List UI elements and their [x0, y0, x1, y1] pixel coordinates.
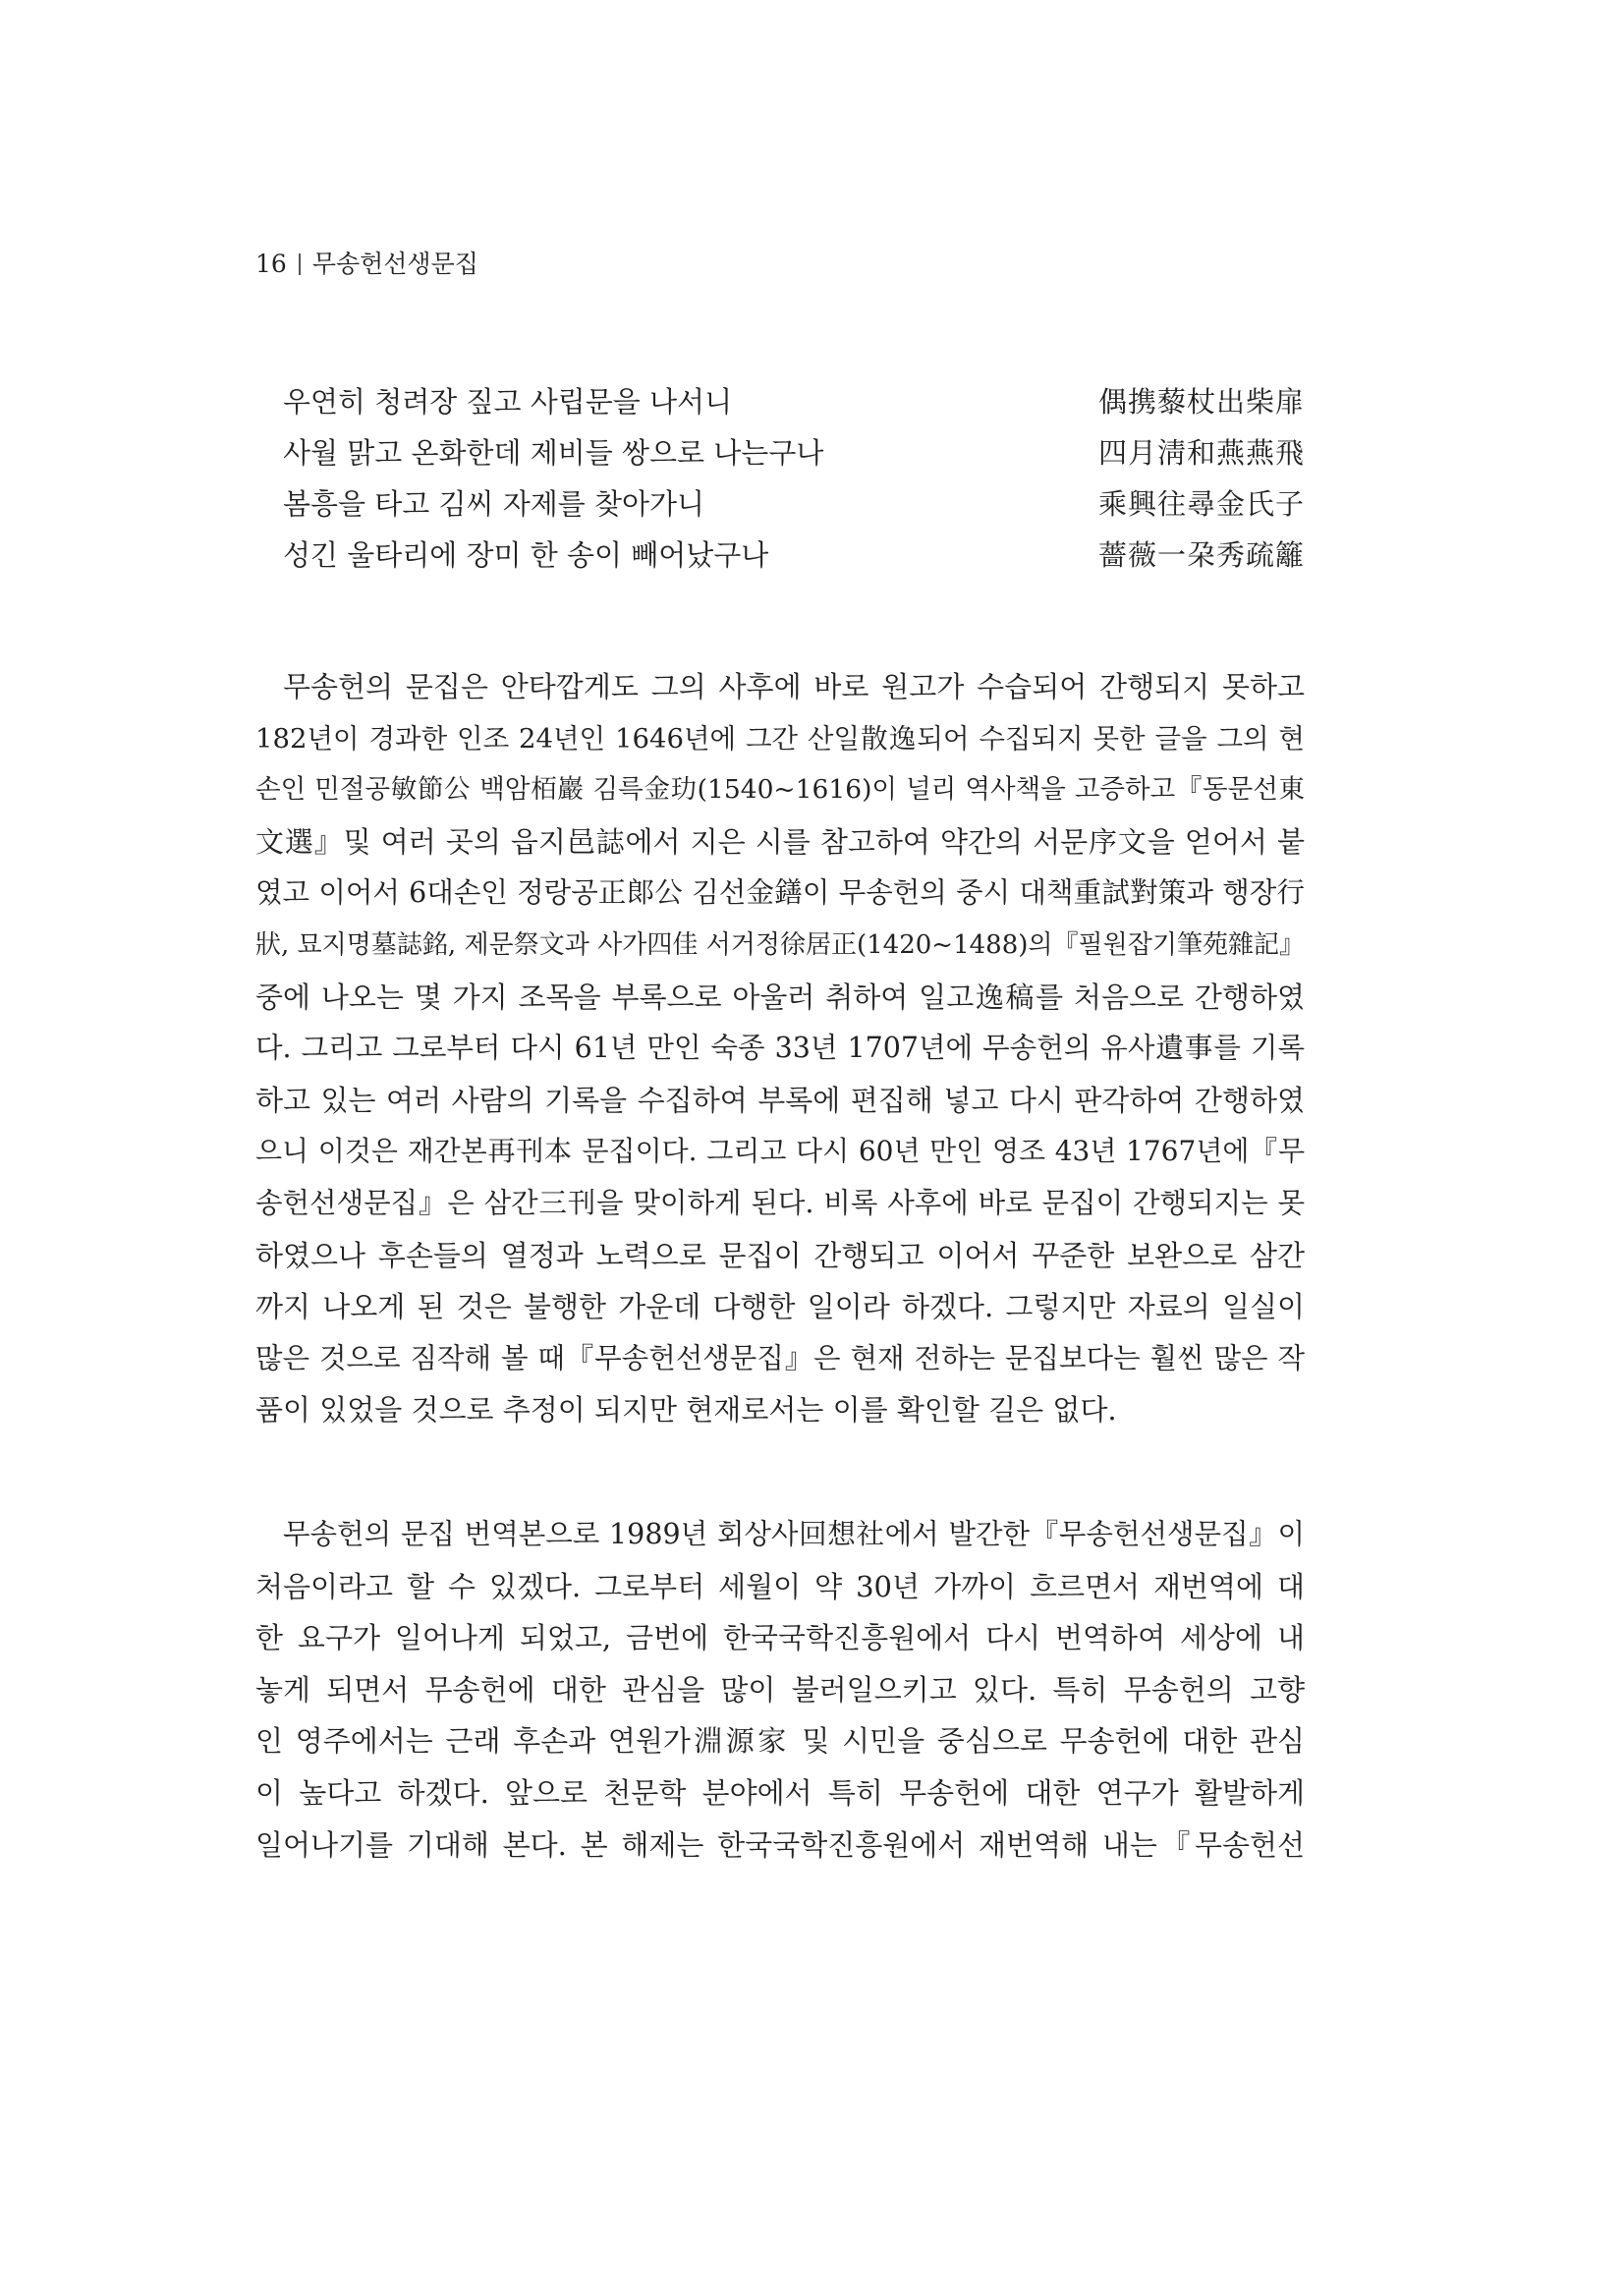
poem	[283, 376, 1305, 581]
text-line: 이 높다고 하겠다. 앞으로 천문학 분야에서 특히 무송헌에 대한 연구가 활발하게	[255, 1775, 1305, 1810]
text-line: 무송헌의 문집은 안타깝게도 그의 사후에 바로 원고가 수습되어 간행되지 못하고	[283, 670, 1305, 703]
text-line: 하고 있는 여러 사람의 기록을 수집하여 부록에 편집해 넣고 다시 판각하여 간행하였	[255, 1083, 1305, 1117]
text-line: 일어나기를 기대해 본다. 본 해제는 한국국학진흥원에서 재번역해 내는『무송헌선	[255, 1827, 1305, 1862]
text-line: 으니 이것은 재간본再刊本 문집이다. 그리고 다시 60년 만인 영조 43년 1767년에『무	[255, 1135, 1305, 1168]
poem-line	[283, 376, 1305, 427]
text-line: 손인 민절공敏節公 백암栢巖 김륵金玏(1540~1616)이 널리 역사책을 고증하고『동문선東	[255, 774, 1305, 806]
body-paragraph-2	[255, 1509, 1305, 1871]
page-number: 16	[255, 250, 287, 278]
poem-korean: 우연히 청려장 짚고 사립문을 나서니	[283, 385, 733, 419]
header-separator	[299, 253, 301, 275]
poem-hanja: 偶携藜杖出柴扉	[1097, 385, 1305, 419]
poem-korean: 성긴 울타리에 장미 한 송이 빼어났구나	[283, 538, 769, 572]
text-line: 까지 나오게 된 것은 불행한 가운데 다행한 일이라 하겠다. 그렇지만 자료의 일실이	[255, 1290, 1305, 1324]
text-line: 중에 나오는 몇 가지 조목을 부록으로 아울러 취하여 일고逸稿를 처음으로 간행하였	[255, 980, 1305, 1014]
text-line: 文選』및 여러 곳의 읍지邑誌에서 지은 시를 참고하여 약간의 서문序文을 얻어서 붙	[255, 824, 1305, 859]
text-line: 狀, 묘지명墓誌銘, 제문祭文과 사가四佳 서거정徐居正(1420~1488)의『필원잡기筆苑雜記』	[255, 929, 1305, 960]
poem-hanja: 乘興往尋金氏子	[1097, 487, 1305, 521]
text-line: 다. 그리고 그로부터 다시 61년 만인 숙종 33년 1707년에 무송헌의 유사遺事를 기록	[255, 1032, 1305, 1065]
poem-line	[283, 427, 1305, 478]
text-line: 많은 것으로 짐작해 볼 때『무송헌선생문집』은 현재 전하는 문집보다는 훨씬 많은 작	[255, 1341, 1305, 1374]
body-paragraph-1	[255, 661, 1305, 1436]
poem-line	[283, 530, 1305, 581]
poem-hanja: 四月淸和燕燕飛	[1097, 436, 1305, 470]
poem-korean: 봄흥을 타고 김씨 자제를 찾아가니	[283, 487, 705, 521]
text-line: 무송헌의 문집 번역본으로 1989년 회상사回想社에서 발간한『무송헌선생문집』이	[283, 1518, 1305, 1550]
text-line: 품이 있었을 것으로 추정이 되지만 현재로서는 이를 확인할 길은 없다.	[255, 1393, 1117, 1428]
book-title: 무송헌선생문집	[311, 250, 478, 278]
text-line: 하였으나 후손들의 열정과 노력으로 문집이 간행되고 이어서 꾸준한 보완으로 삼간	[255, 1238, 1305, 1272]
running-header	[255, 250, 478, 279]
text-line: 182년이 경과한 인조 24년인 1646년에 그간 산일散逸되어 수집되지 못한 글을 그의 현	[255, 722, 1305, 755]
poem-korean: 사월 맑고 온화한데 제비들 쌍으로 나는구나	[283, 436, 824, 470]
text-line: 놓게 되면서 무송헌에 대한 관심을 많이 불러일으키고 있다. 특히 무송헌의 고향	[255, 1672, 1305, 1707]
text-line: 송헌선생문집』은 삼간三刊을 맞이하게 된다. 비록 사후에 바로 문집이 간행되지는 못	[255, 1186, 1305, 1219]
poem-hanja: 薔薇一朶秀疏籬	[1097, 538, 1305, 572]
text-line: 였고 이어서 6대손인 정랑공正郞公 김선金鐥이 무송헌의 중시 대책重試對策과 행장行	[255, 876, 1305, 910]
text-line: 인 영주에서는 근래 후손과 연원가淵源家 및 시민을 중심으로 무송헌에 대한 관심	[255, 1724, 1305, 1759]
text-line: 처음이라고 할 수 있겠다. 그로부터 세월이 약 30년 가까이 흐르면서 재번역에 대	[255, 1569, 1305, 1603]
poem-line	[283, 478, 1305, 530]
text-line: 한 요구가 일어나게 되었고, 금번에 한국국학진흥원에서 다시 번역하여 세상에 내	[255, 1621, 1305, 1655]
